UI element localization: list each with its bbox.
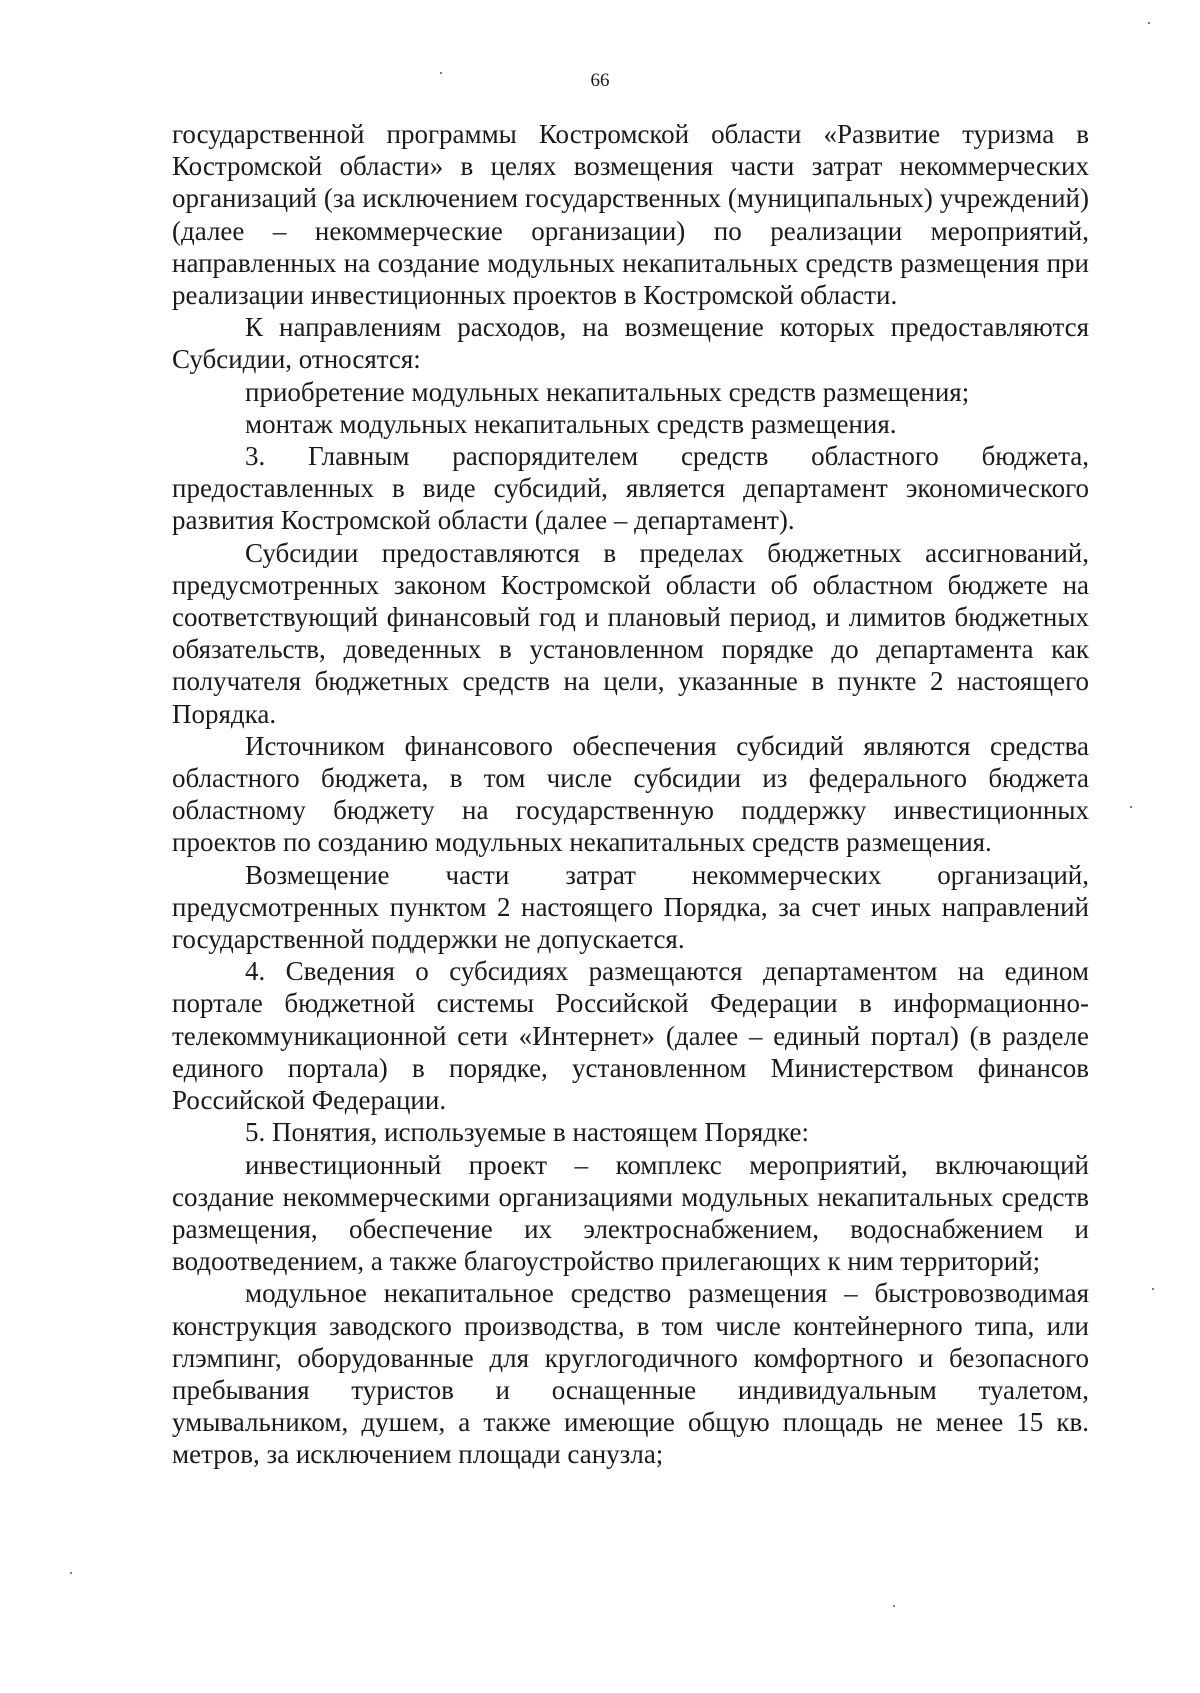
- paragraph-program-goal: государственной программы Костромской области «Развитие туризма в Костромской области» в целях возмещения части затрат некоммерческих организаций (за исключением государственных (муниципальных) учреждений) (далее – некоммерческие организации) по реализации мероприятий, направленных на создание модульных некапитальных средств размещения при реализации инвестиционных проектов в Костромской области.: [172, 119, 1089, 311]
- scan-speck: [440, 72, 442, 74]
- scan-speck: [1130, 806, 1132, 808]
- paragraph-budget-limits: Субсидии предоставляются в пределах бюджетных ассигнований, предусмотренных законом Костромской области об областном бюджете на соответствующий финансовый год и плановый период, и лимитов бюджетных обязательств, доведенных в установленном порядке до департамента как получателя бюджетных средств на цели, указанные в пункте 2 настоящего Порядка.: [172, 537, 1089, 729]
- paragraph-item-4-portal: 4. Сведения о субсидиях размещаются департаментом на едином портале бюджетной системы Российской Федерации в информационно-телекоммуникационной сети «Интернет» (далее – единый портал) (в разделе единого портала) в порядке, установленном Министерством финансов Российской Федерации.: [172, 956, 1089, 1116]
- scan-speck: [1152, 1288, 1154, 1290]
- scan-speck: [1148, 22, 1150, 24]
- document-body: [172, 118, 1089, 1471]
- paragraph-no-double-support: Возмещение части затрат некоммерческих организаций, предусмотренных пунктом 2 настоящего Порядка, за счет иных направлений государственной поддержки не допускается.: [172, 859, 1089, 955]
- definition-modular-accommodation: модульное некапитальное средство размещения – быстровозводимая конструкция заводского производства, в том числе контейнерного типа, или глэмпинг, оборудованные для круглогодичного комфортного и безопасного пребывания туристов и оснащенные индивидуальным туалетом, умывальником, душем, а также имеющие общую площадь не менее 15 кв. метров, за исключением площади санузла;: [172, 1278, 1089, 1470]
- scan-speck: [893, 1605, 895, 1607]
- paragraph-item-5-definitions: 5. Понятия, используемые в настоящем Порядке:: [245, 1117, 809, 1148]
- paragraph-expense-directions: К направлениям расходов, на возмещение которых предоставляются Субсидии, относятся:: [172, 312, 1089, 375]
- scan-speck: [70, 1572, 72, 1574]
- paragraph-item-3-main-administrator: 3. Главным распорядителем средств областного бюджета, предоставленных в виде субсидий, является департамент экономического развития Костромской области (далее – департамент).: [172, 441, 1089, 536]
- definition-investment-project: инвестиционный проект – комплекс мероприятий, включающий создание некоммерческими организациями модульных некапитальных средств размещения, обеспечение их электроснабжением, водоснабжением и водоотведением, а также благоустройство прилегающих к ним территорий;: [172, 1149, 1089, 1277]
- list-item-installation: монтаж модульных некапитальных средств размещения.: [245, 408, 897, 439]
- page-number: 66: [590, 70, 610, 91]
- paragraph-funding-source: Источником финансового обеспечения субсидий являются средства областного бюджета, в том числе субсидии из федерального бюджета областному бюджету на государственную поддержку инвестиционных проектов по созданию модульных некапитальных средств размещения.: [172, 730, 1089, 858]
- list-item-acquisition: приобретение модульных некапитальных средств размещения;: [245, 376, 970, 407]
